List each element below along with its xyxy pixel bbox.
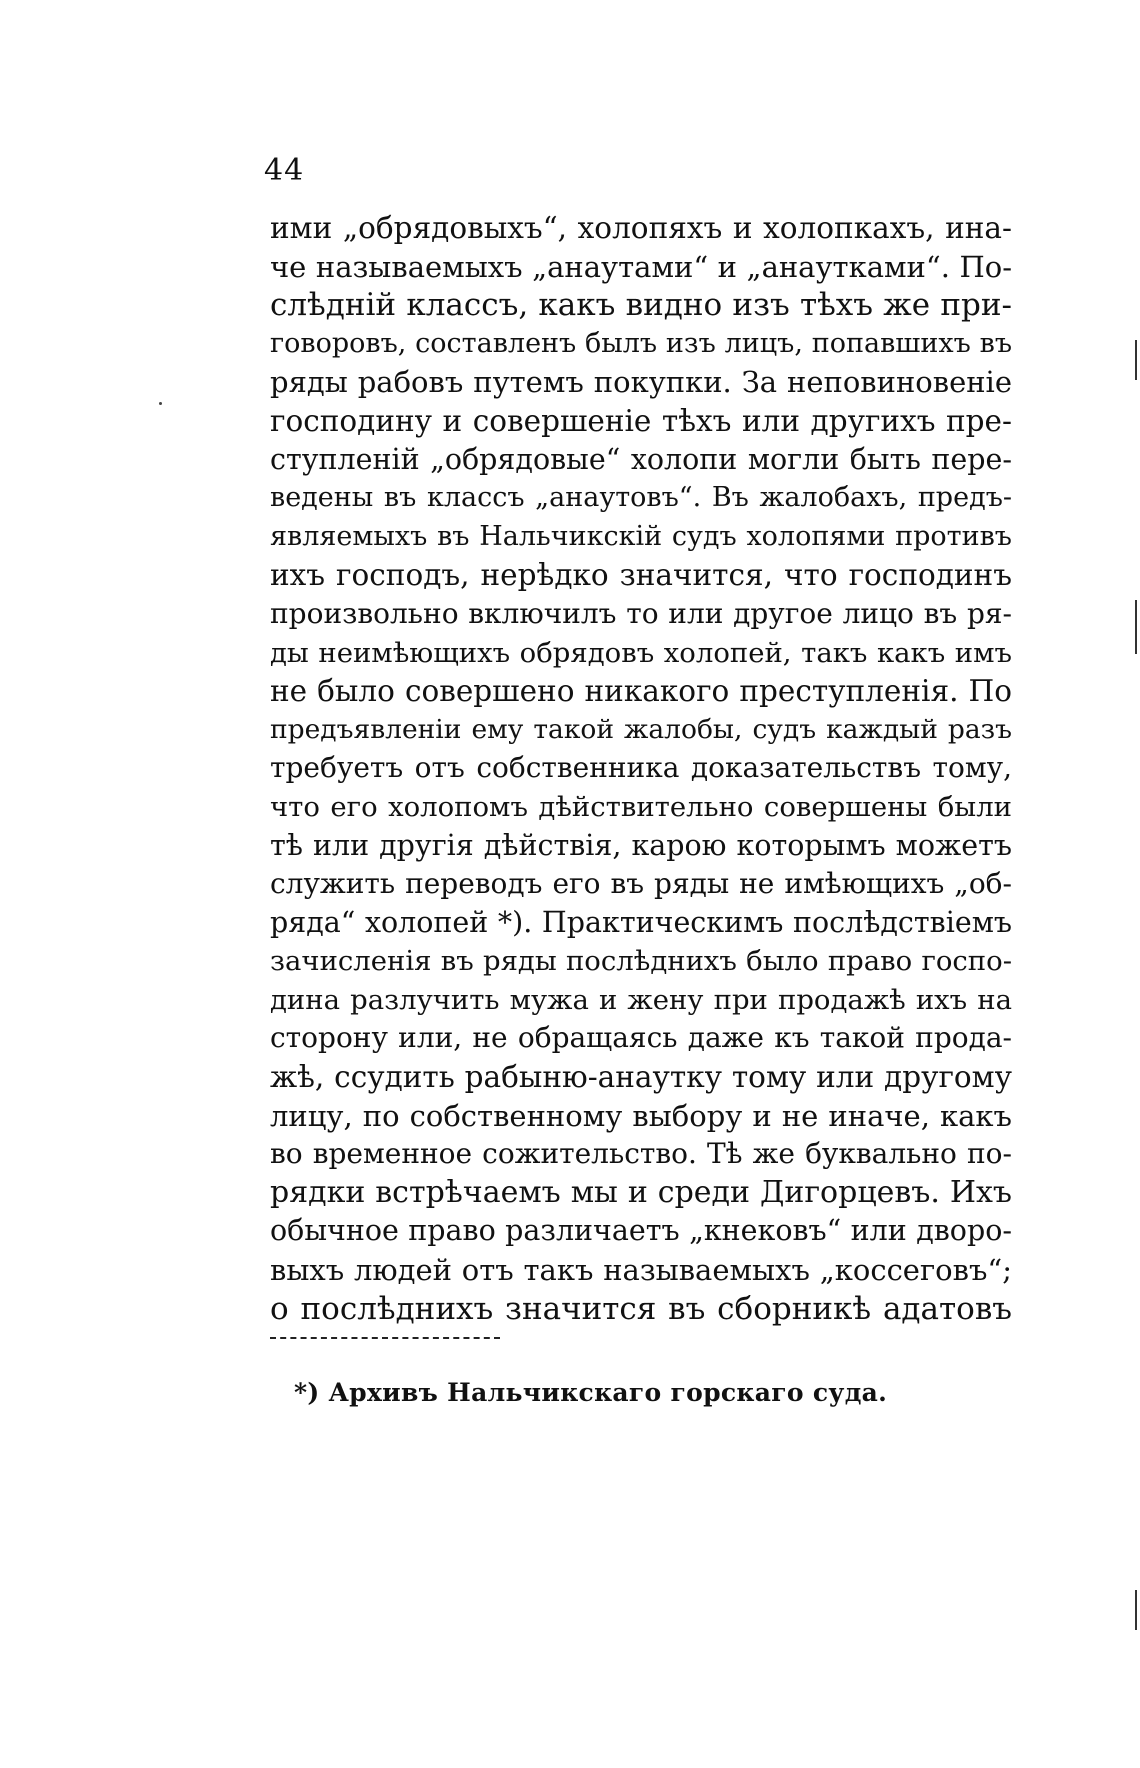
text-line: тѣ или другiя дѣйствiя, карою которымъ можетъ	[270, 828, 1012, 862]
text-line: господину и совершенiе тѣхъ или другихъ пре-	[270, 403, 1012, 438]
text-line: предъявленiи ему такой жалобы, судъ каждый разъ	[270, 713, 1012, 745]
text-line: служить переводъ его въ ряды не имѣющихъ „об-	[270, 867, 1012, 901]
scan-edge-mark	[1135, 340, 1137, 380]
text-line: ряда“ холопей *). Практическимъ послѣдствiемъ	[270, 905, 1012, 939]
text-line: выхъ людей отъ такъ называемыхъ „коссеговъ“;	[270, 1253, 1012, 1288]
text-line: о послѣднихъ значится въ сборникѣ адатовъ	[270, 1290, 1012, 1327]
scan-edge-mark	[1135, 1590, 1137, 1630]
footnote: *) Архивъ Нальчикскаго горскаго суда.	[294, 1378, 888, 1407]
scan-edge-mark	[1135, 600, 1137, 654]
text-line: ступленiй „обрядовые“ холопи могли быть пере-	[270, 442, 1012, 476]
text-line: говоровъ, составленъ былъ изъ лицъ, попавшихъ въ	[270, 327, 1012, 359]
text-line: не было совершено никакого преступленiя. По	[270, 674, 1012, 709]
body-text	[270, 209, 1012, 1328]
text-line: че называемыхъ „анаутами“ и „анаутками“. По-	[270, 249, 1012, 284]
text-line: зачисленiя въ ряды послѣднихъ было право госпо-	[270, 945, 1012, 978]
scan-speck	[159, 402, 162, 405]
text-line: ихъ господъ, нерѣдко значится, что господинъ	[270, 558, 1012, 593]
text-line: являемыхъ въ Нальчикскiй судъ холопями противъ	[270, 520, 1012, 552]
text-line: что его холопомъ дѣйствительно совершены были	[270, 790, 1012, 823]
text-line: ими „обрядовыхъ“, холопяхъ и холопкахъ, ина-	[270, 211, 1012, 245]
text-line: ведены въ классъ „анаутовъ“. Въ жалобахъ, предъ-	[270, 482, 1012, 514]
footnote-divider	[270, 1337, 500, 1339]
text-line: сторону или, не обращаясь даже къ такой прода-	[270, 1021, 1012, 1055]
text-line: лицу, по собственному выбору и не иначе, какъ	[270, 1098, 1012, 1133]
text-line: во временное сожительство. Тѣ же буквально по-	[270, 1137, 1012, 1171]
text-line: рядки встрѣчаемъ мы и среди Дигорцевъ. Ихъ	[270, 1174, 1012, 1210]
text-line: жѣ, ссудить рабыню-анаутку тому или другому	[270, 1060, 1012, 1095]
text-line: произвольно включилъ то или другое лицо въ ря-	[270, 596, 1012, 630]
scan-edge	[1132, 0, 1140, 1768]
text-line: требуетъ отъ собственника доказательствъ тому,	[270, 751, 1012, 785]
text-line: слѣднiй классъ, какъ видно изъ тѣхъ же при-	[270, 287, 1012, 324]
text-line: ды неимѣющихъ обрядовъ холопей, такъ какъ имъ	[270, 636, 1012, 669]
text-line: дина разлучить мужа и жену при продажѣ ихъ на	[270, 983, 1012, 1016]
page-number: 44	[264, 153, 305, 188]
text-line: ряды рабовъ путемъ покупки. За неповиновенiе	[270, 365, 1012, 400]
text-line: обычное право различаетъ „кнековъ“ или дворо-	[270, 1214, 1012, 1248]
